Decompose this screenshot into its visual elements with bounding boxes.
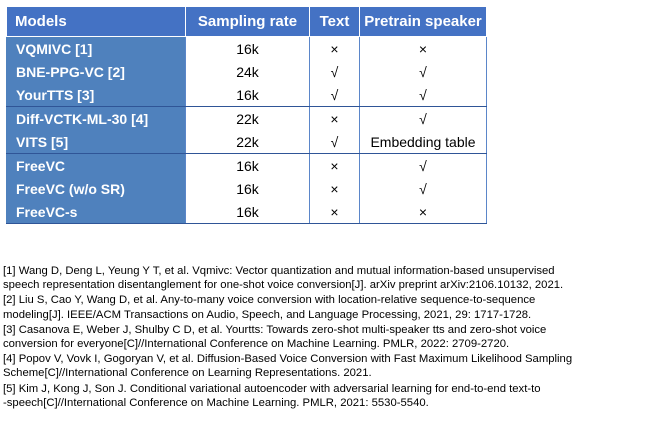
sampling-rate: 16k <box>186 200 310 224</box>
pretrain-speaker: √ <box>360 154 487 178</box>
text-support: √ <box>310 60 360 83</box>
model-name: YourTTS [3] <box>7 83 186 107</box>
header-sampling-rate: Sampling rate <box>186 7 310 37</box>
reference-item <box>3 293 655 321</box>
text-support: × <box>310 37 360 61</box>
model-name: FreeVC <box>7 154 186 178</box>
text-support: √ <box>310 130 360 154</box>
sampling-rate: 16k <box>186 83 310 107</box>
pretrain-speaker: √ <box>360 60 487 83</box>
table-row <box>7 107 487 131</box>
table-row <box>7 83 487 107</box>
sampling-rate: 24k <box>186 60 310 83</box>
pretrain-speaker: √ <box>360 83 487 107</box>
model-name: VQMIVC [1] <box>7 37 186 61</box>
table-header-row <box>7 7 487 37</box>
sampling-rate: 22k <box>186 107 310 131</box>
table-row <box>7 177 487 200</box>
sampling-rate: 16k <box>186 37 310 61</box>
reference-item <box>3 382 655 410</box>
pretrain-speaker: × <box>360 37 487 61</box>
reference-item <box>3 352 655 380</box>
reference-item <box>3 264 655 292</box>
reference-line: -speech[C]//International Conference on Machine Learning. PMLR, 2021: 5530-5540. <box>3 396 429 409</box>
model-name: VITS [5] <box>7 130 186 154</box>
pretrain-speaker: Embedding table <box>360 130 487 154</box>
table-row <box>7 130 487 154</box>
text-support: × <box>310 177 360 200</box>
text-support: × <box>310 107 360 131</box>
reference-line: [2] Liu S, Cao Y, Wang D, et al. Any-to-many voice conversion with location-relative sequence-to-sequence <box>3 294 536 307</box>
table-row <box>7 37 487 61</box>
model-name: BNE-PPG-VC [2] <box>7 60 186 83</box>
references <box>3 264 655 411</box>
comparison-table <box>6 6 487 224</box>
text-support: × <box>310 200 360 224</box>
model-name: Diff-VCTK-ML-30 [4] <box>7 107 186 131</box>
header-models: Models <box>7 7 186 37</box>
sampling-rate: 16k <box>186 154 310 178</box>
model-name: FreeVC-s <box>7 200 186 224</box>
table-row <box>7 60 487 83</box>
text-support: × <box>310 154 360 178</box>
pretrain-speaker: × <box>360 200 487 224</box>
pretrain-speaker: √ <box>360 107 487 131</box>
model-name: FreeVC (w/o SR) <box>7 177 186 200</box>
reference-line: [4] Popov V, Vovk I, Gogoryan V, et al. Diffusion-Based Voice Conversion with Fast Maximum Likelihood Sampling <box>3 353 573 366</box>
reference-line: Scheme[C]//International Conference on Learning Representations. 2021. <box>3 367 372 380</box>
reference-line: [1] Wang D, Deng L, Yeung Y T, et al. Vqmivc: Vector quantization and mutual information-based unsupervised <box>3 265 555 277</box>
reference-line: speech representation disentanglement for one-shot voice conversion[J]. arXiv preprint arXiv:2106.10132, 2021. <box>3 279 564 292</box>
sampling-rate: 16k <box>186 177 310 200</box>
header-pretrain-speaker: Pretrain speaker <box>360 7 487 37</box>
text-support: √ <box>310 83 360 107</box>
table-row <box>7 200 487 224</box>
table-row <box>7 154 487 178</box>
header-text: Text <box>310 7 360 37</box>
reference-line: conversion for everyone[C]//International Conference on Machine Learning. PMLR, 2022: 2709-2720. <box>3 338 510 351</box>
reference-line: [5] Kim J, Kong J, Son J. Conditional variational autoencoder with adversarial learning for end-to-end text-to <box>3 382 541 395</box>
reference-line: [3] Casanova E, Weber J, Shulby C D, et al. Yourtts: Towards zero-shot multi-speaker tts and zero-shot voice <box>3 323 547 336</box>
sampling-rate: 22k <box>186 130 310 154</box>
reference-line: modeling[J]. IEEE/ACM Transactions on Audio, Speech, and Language Processing, 2021, 29: 1717-1728. <box>3 308 532 321</box>
pretrain-speaker: √ <box>360 177 487 200</box>
reference-item <box>3 323 655 351</box>
